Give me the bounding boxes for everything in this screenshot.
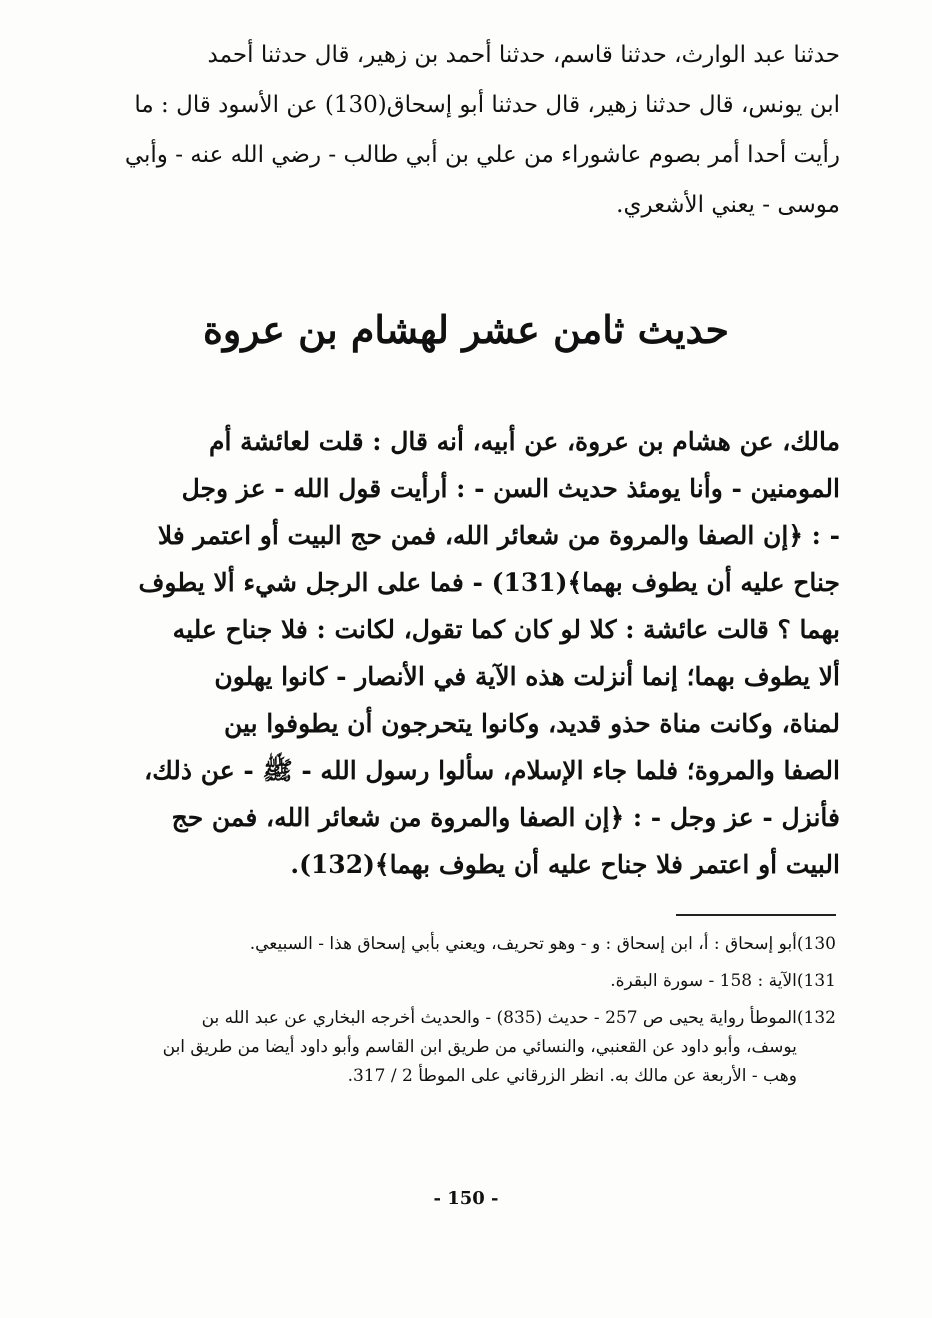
hadith-line: ألا يطوف بهما؛ إنما أنزلت هذه الآية في الأنصار - كانوا يهلون	[214, 662, 840, 691]
hadith-line: لمناة، وكانت مناة حذو قديد، وكانوا يتحرجون أن يطوفوا بين	[224, 709, 840, 738]
footnote-text	[106, 967, 797, 996]
footnote-divider	[676, 914, 836, 916]
footnote-line: يوسف، وأبو داود عن القعنبي، والنسائي من طريق ابن القاسم وأبو داود أيضا من طريق ابن	[162, 1037, 797, 1057]
intro-line: رأيت أحدا أمر بصوم عاشوراء من علي بن أبي طالب - رضي الله عنه - وأبي	[124, 142, 840, 168]
hadith-line: البيت أو اعتمر فلا جناح عليه أن يطوف بهما﴾(132).	[290, 850, 840, 879]
intro-line: ابن يونس، قال حدثنا زهير، قال حدثنا أبو إسحاق(130) عن الأسود قال : ما	[134, 92, 840, 118]
footnote-131	[106, 967, 836, 996]
hadith-line: مالك، عن هشام بن عروة، عن أبيه، أنه قال : قلت لعائشة أم	[209, 427, 840, 456]
section-heading: حديث ثامن عشر لهشام بن عروة	[203, 307, 729, 352]
footnote-line: الآية : 158 - سورة البقرة.	[610, 971, 797, 991]
page-number: - 150 -	[433, 1188, 499, 1209]
intro-line: حدثنا عبد الوارث، حدثنا قاسم، حدثنا أحمد بن زهير، قال حدثنا أحمد	[207, 42, 840, 68]
intro-line: موسى - يعني الأشعري.	[616, 192, 840, 218]
footnotes	[106, 930, 836, 1099]
hadith-line: فأنزل - عز وجل - : ﴿إن الصفا والمروة من شعائر الله، فمن حج	[171, 803, 840, 832]
footnote-line: أبو إسحاق : أ، ابن إسحاق : و - وهو تحريف، ويعني بأبي إسحاق هذا - السبيعي.	[249, 934, 797, 954]
footnote-number: 132)	[796, 1008, 836, 1028]
footnote-132	[106, 1004, 836, 1091]
hadith-paragraph	[106, 418, 840, 888]
footnote-130	[106, 930, 836, 959]
footnote-line: الموطأ رواية يحيى ص 257 - حديث (835) - والحديث أخرجه البخاري عن عبد الله بن	[201, 1008, 797, 1028]
footnote-line: وهب - الأربعة عن مالك به. انظر الزرقاني على الموطأ 2 / 317.	[347, 1066, 797, 1086]
hadith-line: المومنين - وأنا يومئذ حديث السن - : أرأيت قول الله - عز وجل	[181, 474, 840, 503]
intro-paragraph	[106, 30, 840, 230]
hadith-line: - : ﴿إن الصفا والمروة من شعائر الله، فمن حج البيت أو اعتمر فلا	[157, 521, 840, 550]
footnote-text	[106, 930, 797, 959]
hadith-line: بهما ؟ قالت عائشة : كلا لو كان كما تقول، لكانت : فلا جناح عليه	[172, 615, 840, 644]
footnote-number: 131)	[796, 971, 836, 991]
hadith-line: الصفا والمروة؛ فلما جاء الإسلام، سألوا رسول الله - ﷺ - عن ذلك،	[144, 756, 840, 785]
footnote-text	[106, 1004, 797, 1091]
hadith-line: جناح عليه أن يطوف بهما﴾(131) - فما على الرجل شيء ألا يطوف	[138, 568, 840, 597]
footnote-number: 130)	[796, 934, 836, 954]
